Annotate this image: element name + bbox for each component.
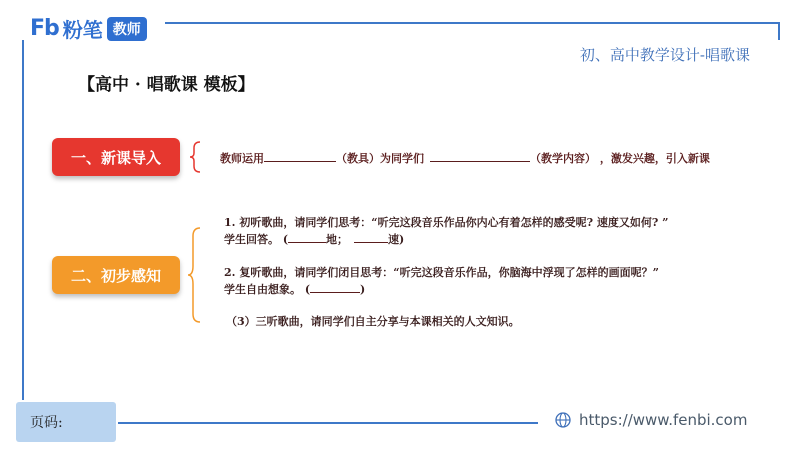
list-item	[224, 264, 659, 298]
frame-top-line	[165, 22, 780, 24]
section-label: 二、初步感知	[70, 266, 161, 285]
fenbi-logo	[30, 14, 147, 43]
question-text: 2. 复听歌曲，请同学们闭目思考：“听完这段音乐作品，你脑海中浮现了怎样的画面呢？”	[224, 266, 659, 279]
url-text[interactable]: https://www.fenbi.com	[579, 411, 748, 429]
curly-brace-icon	[186, 226, 202, 324]
answer-suffix: 速)	[388, 233, 405, 246]
intro-part-2: （教具）为同学们	[336, 152, 424, 165]
answer-suffix: )	[360, 283, 366, 296]
logo-badge: 教师	[107, 17, 147, 41]
logo-text: 粉笔	[62, 18, 103, 42]
globe-icon	[555, 412, 571, 428]
answer-prefix: 学生自由想象。 (	[224, 283, 311, 296]
website-url[interactable]	[555, 411, 747, 429]
curly-brace-icon	[188, 140, 202, 174]
frame-left-line	[22, 40, 24, 400]
page-number-box	[16, 402, 116, 442]
answer-middle: 地；	[326, 233, 349, 246]
intro-part-1: 教师运用	[220, 152, 264, 165]
section-initial-perception	[52, 256, 180, 294]
blank-teaching-content	[430, 150, 530, 162]
answer-prefix: 学生回答。 (	[224, 233, 289, 246]
blank-tempo	[354, 231, 388, 243]
frame-bottom-line	[118, 422, 538, 424]
course-subtitle: 初、高中教学设计-唱歌课	[579, 46, 750, 64]
page-number-label: 页码:	[30, 415, 63, 431]
section-label: 一、新课导入	[70, 148, 161, 167]
blank-teaching-aid	[264, 150, 336, 162]
blank-imagination	[310, 281, 360, 293]
list-item	[224, 214, 669, 248]
logo-mark: Fb	[30, 16, 59, 41]
question-text: （3）三听歌曲，请同学们自主分享与本课相关的人文知识。	[226, 315, 520, 328]
intro-text-line	[220, 150, 710, 166]
answer-line	[224, 231, 669, 248]
page-title: 【高中 · 唱歌课 模板】	[78, 75, 255, 95]
blank-dynamics	[288, 231, 326, 243]
section-new-lesson-intro	[52, 138, 180, 176]
list-item	[226, 313, 520, 330]
answer-line	[224, 281, 659, 298]
frame-right-line	[778, 22, 780, 40]
question-text: 1. 初听歌曲，请同学们思考：“听完这段音乐作品你内心有着怎样的感受呢? 速度又如何? ”	[224, 216, 669, 229]
intro-part-3: （教学内容） ，激发兴趣，引入新课	[530, 152, 710, 165]
